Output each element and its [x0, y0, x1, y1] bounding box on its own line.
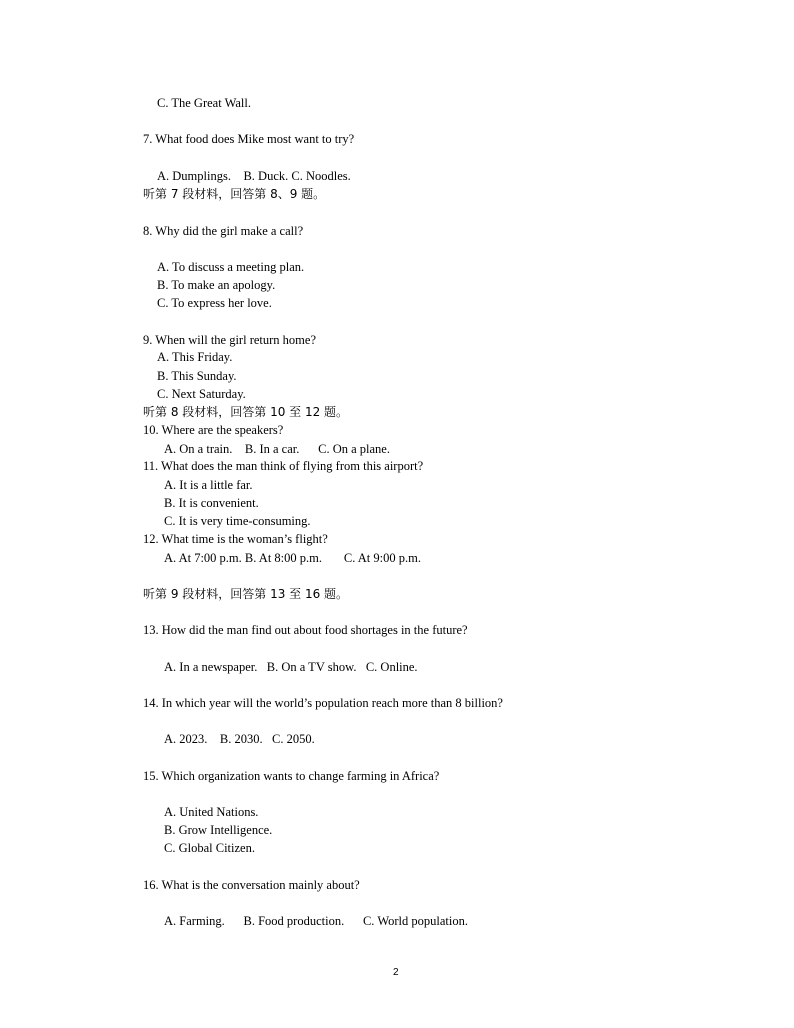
q13-options: A. In a newspaper. B. On a TV show. C. Online. — [164, 660, 418, 674]
section-7-instruction: 听第 7 段材料，回答第 8、9 题。 — [143, 187, 326, 201]
section-9-instruction: 听第 9 段材料，回答第 13 至 16 题。 — [143, 587, 349, 601]
q15-option-b: B. Grow Intelligence. — [164, 823, 273, 837]
q15-option-c: C. Global Citizen. — [164, 841, 255, 855]
q8-option-b: B. To make an apology. — [157, 278, 276, 292]
q7-options: A. Dumplings. B. Duck. C. Noodles. — [157, 169, 351, 183]
q8-question: 8. Why did the girl make a call? — [143, 224, 304, 238]
q11-option-c: C. It is very time-consuming. — [164, 514, 311, 528]
q15-question: 15. Which organization wants to change farming in Africa? — [143, 769, 440, 783]
q14-question: 14. In which year will the world’s population reach more than 8 billion? — [143, 696, 503, 710]
q10-options: A. On a train. B. In a car. C. On a plane. — [164, 442, 390, 456]
q8-option-a: A. To discuss a meeting plan. — [157, 260, 305, 274]
q16-options: A. Farming. B. Food production. C. World population. — [164, 914, 468, 928]
q16-question: 16. What is the conversation mainly about? — [143, 878, 360, 892]
q12-question: 12. What time is the woman’s flight? — [143, 532, 328, 546]
q9-question: 9. When will the girl return home? — [143, 333, 316, 347]
q9-option-c: C. Next Saturday. — [157, 387, 246, 401]
q6-option-c: C. The Great Wall. — [157, 96, 251, 110]
q9-option-b: B. This Sunday. — [157, 369, 237, 383]
q9-option-a: A. This Friday. — [157, 350, 233, 364]
page-number: 2 — [393, 967, 399, 978]
q13-question: 13. How did the man find out about food shortages in the future? — [143, 623, 468, 637]
q10-question: 10. Where are the speakers? — [143, 423, 284, 437]
q15-option-a: A. United Nations. — [164, 805, 259, 819]
q14-options: A. 2023. B. 2030. C. 2050. — [164, 732, 315, 746]
q7-question: 7. What food does Mike most want to try? — [143, 132, 355, 146]
q11-option-b: B. It is convenient. — [164, 496, 259, 510]
q11-option-a: A. It is a little far. — [164, 478, 253, 492]
q11-question: 11. What does the man think of flying from this airport? — [143, 459, 424, 473]
section-8-instruction: 听第 8 段材料，回答第 10 至 12 题。 — [143, 405, 349, 419]
q8-option-c: C. To express her love. — [157, 296, 272, 310]
q12-options: A. At 7:00 p.m. B. At 8:00 p.m. C. At 9:00 p.m. — [164, 551, 421, 565]
